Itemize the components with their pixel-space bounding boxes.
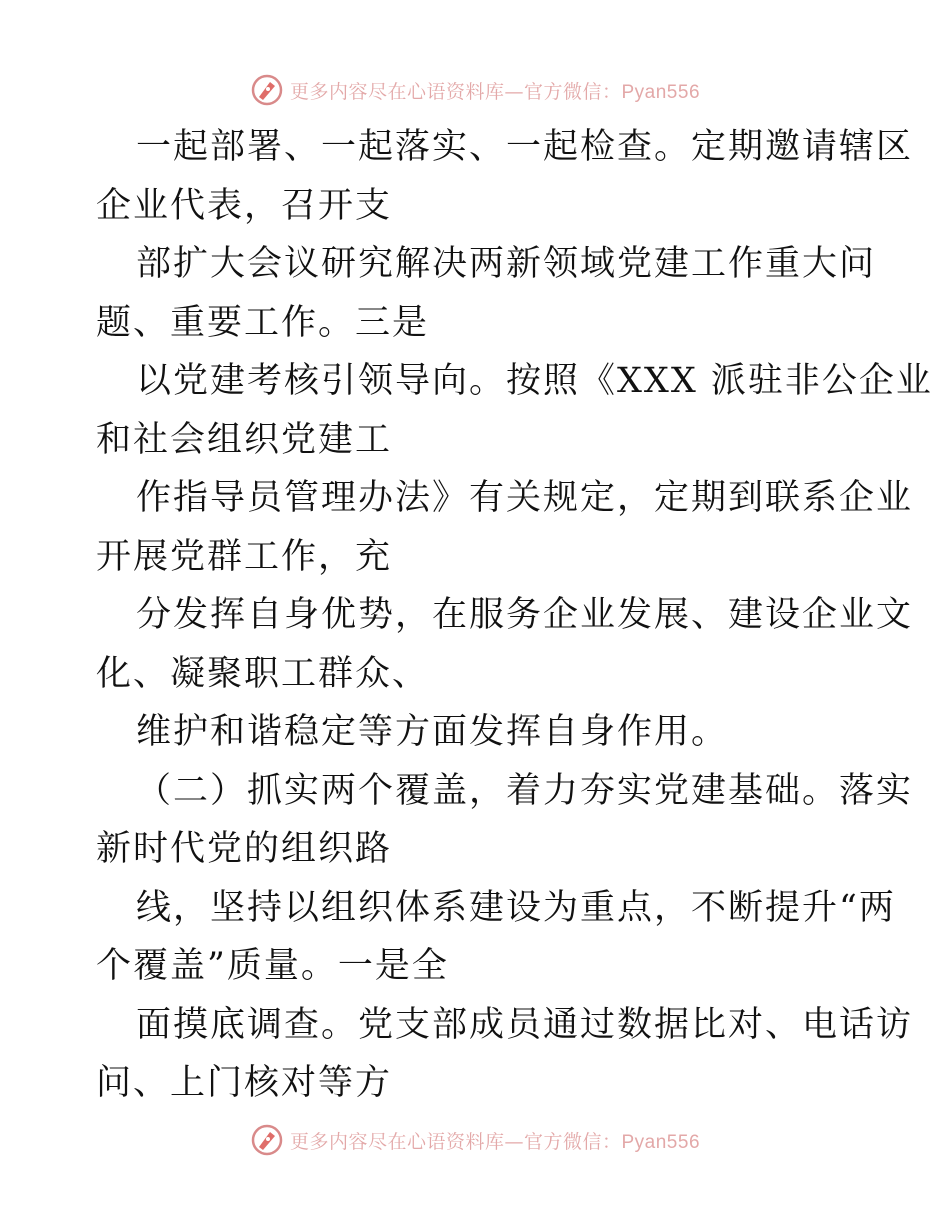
text-line: 作指导员管理办法》有关规定，定期到联系企业 — [136, 478, 914, 518]
text-line: 一起部署、一起落实、一起检查。定期邀请辖区 — [136, 127, 914, 167]
text-line: 分发挥自身优势，在服务企业发展、建设企业文 — [136, 595, 914, 635]
text-line: 个覆盖”质量。一是全 — [96, 946, 449, 986]
text-line: 开展党群工作，充 — [96, 536, 393, 577]
pen-nib-logo-icon — [250, 1123, 284, 1157]
text-line: 题、重要工作。三是 — [96, 302, 430, 343]
text-line: 维护和谐稳定等方面发挥自身作用。 — [136, 712, 729, 752]
footer-watermark — [0, 1120, 950, 1160]
header-watermark — [0, 70, 950, 110]
text-line: （二）抓实两个覆盖，着力夯实党建基础。落实 — [136, 770, 914, 811]
watermark-text: 更多内容尽在心语资料库—官方微信：Pyan556 — [289, 1130, 701, 1153]
watermark-group — [250, 73, 700, 107]
text-line: 新时代党的组织路 — [96, 829, 393, 869]
text-line: 化、凝聚职工群众、 — [96, 653, 430, 694]
text-line: 以党建考核引领导向。按照《XXX 派驻非公企业 — [136, 361, 933, 401]
text-line: 和社会组织党建工 — [96, 419, 393, 460]
pen-nib-logo-icon — [250, 73, 284, 107]
text-line: 企业代表，召开支 — [96, 185, 393, 226]
text-line: 线，坚持以组织体系建设为重点，不断提升“两 — [136, 887, 896, 928]
text-line: 面摸底调查。党支部成员通过数据比对、电话访 — [136, 1004, 914, 1045]
text-line: 问、上门核对等方 — [96, 1063, 393, 1103]
watermark-id: Pyan556 — [621, 1131, 701, 1153]
watermark-group — [250, 1123, 700, 1157]
text-line: 部扩大会议研究解决两新领域党建工作重大问 — [136, 244, 877, 284]
document-body — [96, 118, 933, 1113]
watermark-id: Pyan556 — [621, 81, 701, 103]
watermark-text: 更多内容尽在心语资料库—官方微信：Pyan556 — [289, 80, 701, 103]
